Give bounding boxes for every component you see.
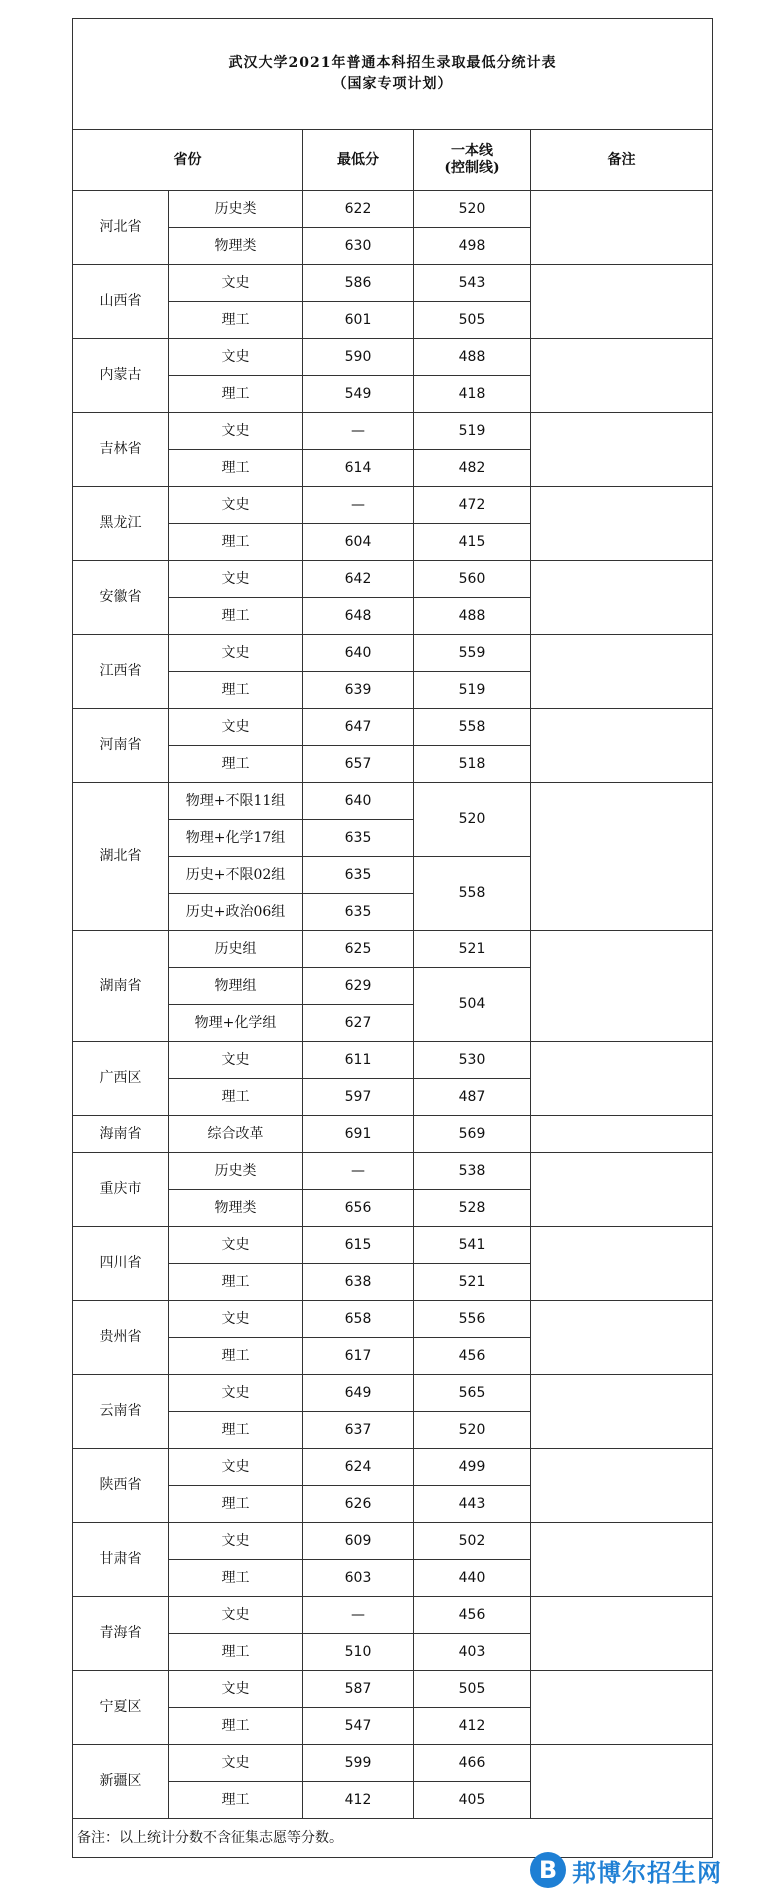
min-score-cell: 639 bbox=[303, 672, 414, 709]
control-line-cell: 505 bbox=[414, 1671, 531, 1708]
min-score-cell: 549 bbox=[303, 376, 414, 413]
min-score-cell: 649 bbox=[303, 1375, 414, 1412]
table-row bbox=[73, 1042, 713, 1079]
control-line-cell: 412 bbox=[414, 1708, 531, 1745]
table-row bbox=[73, 487, 713, 524]
watermark bbox=[530, 1850, 722, 1890]
remark-cell bbox=[531, 1523, 713, 1597]
control-line-cell: 456 bbox=[414, 1597, 531, 1634]
remark-cell bbox=[531, 339, 713, 413]
track-cell: 理工 bbox=[169, 1079, 303, 1116]
remark-cell bbox=[531, 1449, 713, 1523]
track-cell: 物理+不限11组 bbox=[169, 783, 303, 820]
remark-cell bbox=[531, 931, 713, 1042]
table-row bbox=[73, 191, 713, 228]
province-cell: 贵州省 bbox=[73, 1301, 169, 1375]
control-line-cell: 560 bbox=[414, 561, 531, 598]
table-row bbox=[73, 783, 713, 820]
header-min-score: 最低分 bbox=[303, 130, 414, 191]
province-cell: 吉林省 bbox=[73, 413, 169, 487]
min-score-cell: — bbox=[303, 1153, 414, 1190]
min-score-cell: 626 bbox=[303, 1486, 414, 1523]
province-cell: 甘肃省 bbox=[73, 1523, 169, 1597]
table-row bbox=[73, 339, 713, 376]
remark-cell bbox=[531, 1227, 713, 1301]
min-score-cell: 624 bbox=[303, 1449, 414, 1486]
remark-cell bbox=[531, 1671, 713, 1745]
remark-cell bbox=[531, 265, 713, 339]
min-score-cell: 615 bbox=[303, 1227, 414, 1264]
province-cell: 内蒙古 bbox=[73, 339, 169, 413]
min-score-cell: 617 bbox=[303, 1338, 414, 1375]
track-cell: 理工 bbox=[169, 1560, 303, 1597]
track-cell: 文史 bbox=[169, 1375, 303, 1412]
min-score-cell: 599 bbox=[303, 1745, 414, 1782]
track-cell: 文史 bbox=[169, 413, 303, 450]
control-line-cell: 488 bbox=[414, 339, 531, 376]
track-cell: 理工 bbox=[169, 1708, 303, 1745]
province-cell: 广西区 bbox=[73, 1042, 169, 1116]
remark-cell bbox=[531, 1745, 713, 1819]
province-cell: 湖北省 bbox=[73, 783, 169, 931]
table-row bbox=[73, 1523, 713, 1560]
table-row bbox=[73, 635, 713, 672]
min-score-cell: 648 bbox=[303, 598, 414, 635]
title-line-2: （国家专项计划） bbox=[332, 76, 453, 92]
header-control-line bbox=[414, 130, 531, 191]
track-cell: 理工 bbox=[169, 1634, 303, 1671]
score-table bbox=[72, 18, 713, 1858]
min-score-cell: 586 bbox=[303, 265, 414, 302]
table-title bbox=[73, 19, 713, 130]
footnote: 备注：以上统计分数不含征集志愿等分数。 bbox=[73, 1819, 713, 1858]
province-cell: 青海省 bbox=[73, 1597, 169, 1671]
control-line-cell: 565 bbox=[414, 1375, 531, 1412]
track-cell: 理工 bbox=[169, 1782, 303, 1819]
remark-cell bbox=[531, 561, 713, 635]
control-line-cell: 520 bbox=[414, 783, 531, 857]
track-cell: 文史 bbox=[169, 339, 303, 376]
province-cell: 重庆市 bbox=[73, 1153, 169, 1227]
control-line-cell: 498 bbox=[414, 228, 531, 265]
track-cell: 理工 bbox=[169, 746, 303, 783]
min-score-cell: 627 bbox=[303, 1005, 414, 1042]
control-line-cell: 418 bbox=[414, 376, 531, 413]
min-score-cell: 611 bbox=[303, 1042, 414, 1079]
track-cell: 文史 bbox=[169, 1745, 303, 1782]
control-line-cell: 443 bbox=[414, 1486, 531, 1523]
control-line-cell: 520 bbox=[414, 1412, 531, 1449]
remark-cell bbox=[531, 1153, 713, 1227]
min-score-cell: 603 bbox=[303, 1560, 414, 1597]
province-cell: 四川省 bbox=[73, 1227, 169, 1301]
watermark-logo: B bbox=[530, 1852, 566, 1888]
track-cell: 物理类 bbox=[169, 1190, 303, 1227]
remark-cell bbox=[531, 1042, 713, 1116]
track-cell: 物理组 bbox=[169, 968, 303, 1005]
control-line-cell: 482 bbox=[414, 450, 531, 487]
track-cell: 理工 bbox=[169, 598, 303, 635]
province-cell: 河北省 bbox=[73, 191, 169, 265]
table-row bbox=[73, 1449, 713, 1486]
remark-cell bbox=[531, 635, 713, 709]
province-cell: 山西省 bbox=[73, 265, 169, 339]
min-score-cell: 597 bbox=[303, 1079, 414, 1116]
track-cell: 物理+化学组 bbox=[169, 1005, 303, 1042]
control-line-cell: 519 bbox=[414, 672, 531, 709]
province-cell: 云南省 bbox=[73, 1375, 169, 1449]
province-cell: 河南省 bbox=[73, 709, 169, 783]
province-cell: 江西省 bbox=[73, 635, 169, 709]
min-score-cell: 587 bbox=[303, 1671, 414, 1708]
control-line-cell: 472 bbox=[414, 487, 531, 524]
min-score-cell: 622 bbox=[303, 191, 414, 228]
track-cell: 综合改革 bbox=[169, 1116, 303, 1153]
min-score-cell: 590 bbox=[303, 339, 414, 376]
min-score-cell: 657 bbox=[303, 746, 414, 783]
header-province: 省份 bbox=[73, 130, 303, 191]
control-line-cell: 538 bbox=[414, 1153, 531, 1190]
table-row bbox=[73, 561, 713, 598]
control-line-cell: 505 bbox=[414, 302, 531, 339]
min-score-cell: — bbox=[303, 413, 414, 450]
min-score-cell: 609 bbox=[303, 1523, 414, 1560]
remark-cell bbox=[531, 1116, 713, 1153]
table-row bbox=[73, 1597, 713, 1634]
track-cell: 物理类 bbox=[169, 228, 303, 265]
control-line-cell: 520 bbox=[414, 191, 531, 228]
min-score-cell: 630 bbox=[303, 228, 414, 265]
control-line-cell: 499 bbox=[414, 1449, 531, 1486]
table-row bbox=[73, 413, 713, 450]
min-score-cell: 629 bbox=[303, 968, 414, 1005]
track-cell: 文史 bbox=[169, 1227, 303, 1264]
control-line-cell: 558 bbox=[414, 709, 531, 746]
min-score-cell: 601 bbox=[303, 302, 414, 339]
control-line-cell: 440 bbox=[414, 1560, 531, 1597]
table-row bbox=[73, 1745, 713, 1782]
header-control-line-top: 一本线 bbox=[451, 143, 493, 160]
min-score-cell: 510 bbox=[303, 1634, 414, 1671]
control-line-cell: 405 bbox=[414, 1782, 531, 1819]
province-cell: 湖南省 bbox=[73, 931, 169, 1042]
track-cell: 历史+不限02组 bbox=[169, 857, 303, 894]
min-score-cell: 647 bbox=[303, 709, 414, 746]
track-cell: 理工 bbox=[169, 672, 303, 709]
min-score-cell: 547 bbox=[303, 1708, 414, 1745]
track-cell: 历史类 bbox=[169, 191, 303, 228]
control-line-cell: 528 bbox=[414, 1190, 531, 1227]
header-remark: 备注 bbox=[531, 130, 713, 191]
track-cell: 文史 bbox=[169, 1301, 303, 1338]
control-line-cell: 541 bbox=[414, 1227, 531, 1264]
admission-score-sheet bbox=[72, 18, 712, 1858]
remark-cell bbox=[531, 709, 713, 783]
province-cell: 海南省 bbox=[73, 1116, 169, 1153]
table-row bbox=[73, 709, 713, 746]
track-cell: 历史+政治06组 bbox=[169, 894, 303, 931]
min-score-cell: 637 bbox=[303, 1412, 414, 1449]
control-line-cell: 488 bbox=[414, 598, 531, 635]
track-cell: 文史 bbox=[169, 265, 303, 302]
remark-cell bbox=[531, 487, 713, 561]
province-cell: 新疆区 bbox=[73, 1745, 169, 1819]
control-line-cell: 456 bbox=[414, 1338, 531, 1375]
control-line-cell: 559 bbox=[414, 635, 531, 672]
remark-cell bbox=[531, 1597, 713, 1671]
track-cell: 理工 bbox=[169, 1264, 303, 1301]
min-score-cell: 656 bbox=[303, 1190, 414, 1227]
track-cell: 理工 bbox=[169, 302, 303, 339]
min-score-cell: 691 bbox=[303, 1116, 414, 1153]
control-line-cell: 466 bbox=[414, 1745, 531, 1782]
min-score-cell: 604 bbox=[303, 524, 414, 561]
min-score-cell: 614 bbox=[303, 450, 414, 487]
min-score-cell: 635 bbox=[303, 894, 414, 931]
min-score-cell: 642 bbox=[303, 561, 414, 598]
control-line-cell: 415 bbox=[414, 524, 531, 561]
track-cell: 文史 bbox=[169, 1671, 303, 1708]
min-score-cell: 412 bbox=[303, 1782, 414, 1819]
table-row bbox=[73, 931, 713, 968]
control-line-cell: 504 bbox=[414, 968, 531, 1042]
province-cell: 安徽省 bbox=[73, 561, 169, 635]
table-row bbox=[73, 1301, 713, 1338]
min-score-cell: 638 bbox=[303, 1264, 414, 1301]
track-cell: 理工 bbox=[169, 1486, 303, 1523]
track-cell: 文史 bbox=[169, 487, 303, 524]
table-row bbox=[73, 1116, 713, 1153]
province-cell: 宁夏区 bbox=[73, 1671, 169, 1745]
track-cell: 文史 bbox=[169, 561, 303, 598]
control-line-cell: 487 bbox=[414, 1079, 531, 1116]
header-row bbox=[73, 130, 713, 191]
track-cell: 理工 bbox=[169, 450, 303, 487]
min-score-cell: — bbox=[303, 1597, 414, 1634]
control-line-cell: 518 bbox=[414, 746, 531, 783]
track-cell: 物理+化学17组 bbox=[169, 820, 303, 857]
control-line-cell: 556 bbox=[414, 1301, 531, 1338]
control-line-cell: 543 bbox=[414, 265, 531, 302]
track-cell: 文史 bbox=[169, 709, 303, 746]
track-cell: 理工 bbox=[169, 524, 303, 561]
remark-cell bbox=[531, 1301, 713, 1375]
control-line-cell: 558 bbox=[414, 857, 531, 931]
track-cell: 理工 bbox=[169, 1412, 303, 1449]
track-cell: 理工 bbox=[169, 376, 303, 413]
header-control-line-bottom: (控制线) bbox=[444, 160, 500, 176]
control-line-cell: 521 bbox=[414, 931, 531, 968]
track-cell: 文史 bbox=[169, 635, 303, 672]
control-line-cell: 521 bbox=[414, 1264, 531, 1301]
watermark-text: 邦博尔招生网 bbox=[572, 1858, 722, 1887]
table-row bbox=[73, 265, 713, 302]
min-score-cell: — bbox=[303, 487, 414, 524]
table-row bbox=[73, 1375, 713, 1412]
track-cell: 文史 bbox=[169, 1042, 303, 1079]
remark-cell bbox=[531, 191, 713, 265]
min-score-cell: 635 bbox=[303, 857, 414, 894]
table-row bbox=[73, 1671, 713, 1708]
title-line-1: 武汉大学2021年普通本科招生录取最低分统计表 bbox=[228, 55, 557, 71]
track-cell: 文史 bbox=[169, 1449, 303, 1486]
control-line-cell: 530 bbox=[414, 1042, 531, 1079]
track-cell: 理工 bbox=[169, 1338, 303, 1375]
min-score-cell: 658 bbox=[303, 1301, 414, 1338]
control-line-cell: 502 bbox=[414, 1523, 531, 1560]
control-line-cell: 519 bbox=[414, 413, 531, 450]
remark-cell bbox=[531, 783, 713, 931]
table-row bbox=[73, 1227, 713, 1264]
track-cell: 历史组 bbox=[169, 931, 303, 968]
province-cell: 陕西省 bbox=[73, 1449, 169, 1523]
control-line-cell: 403 bbox=[414, 1634, 531, 1671]
track-cell: 历史类 bbox=[169, 1153, 303, 1190]
min-score-cell: 640 bbox=[303, 635, 414, 672]
remark-cell bbox=[531, 1375, 713, 1449]
province-cell: 黑龙江 bbox=[73, 487, 169, 561]
control-line-cell: 569 bbox=[414, 1116, 531, 1153]
min-score-cell: 625 bbox=[303, 931, 414, 968]
remark-cell bbox=[531, 413, 713, 487]
min-score-cell: 635 bbox=[303, 820, 414, 857]
track-cell: 文史 bbox=[169, 1523, 303, 1560]
table-row bbox=[73, 1153, 713, 1190]
min-score-cell: 640 bbox=[303, 783, 414, 820]
track-cell: 文史 bbox=[169, 1597, 303, 1634]
